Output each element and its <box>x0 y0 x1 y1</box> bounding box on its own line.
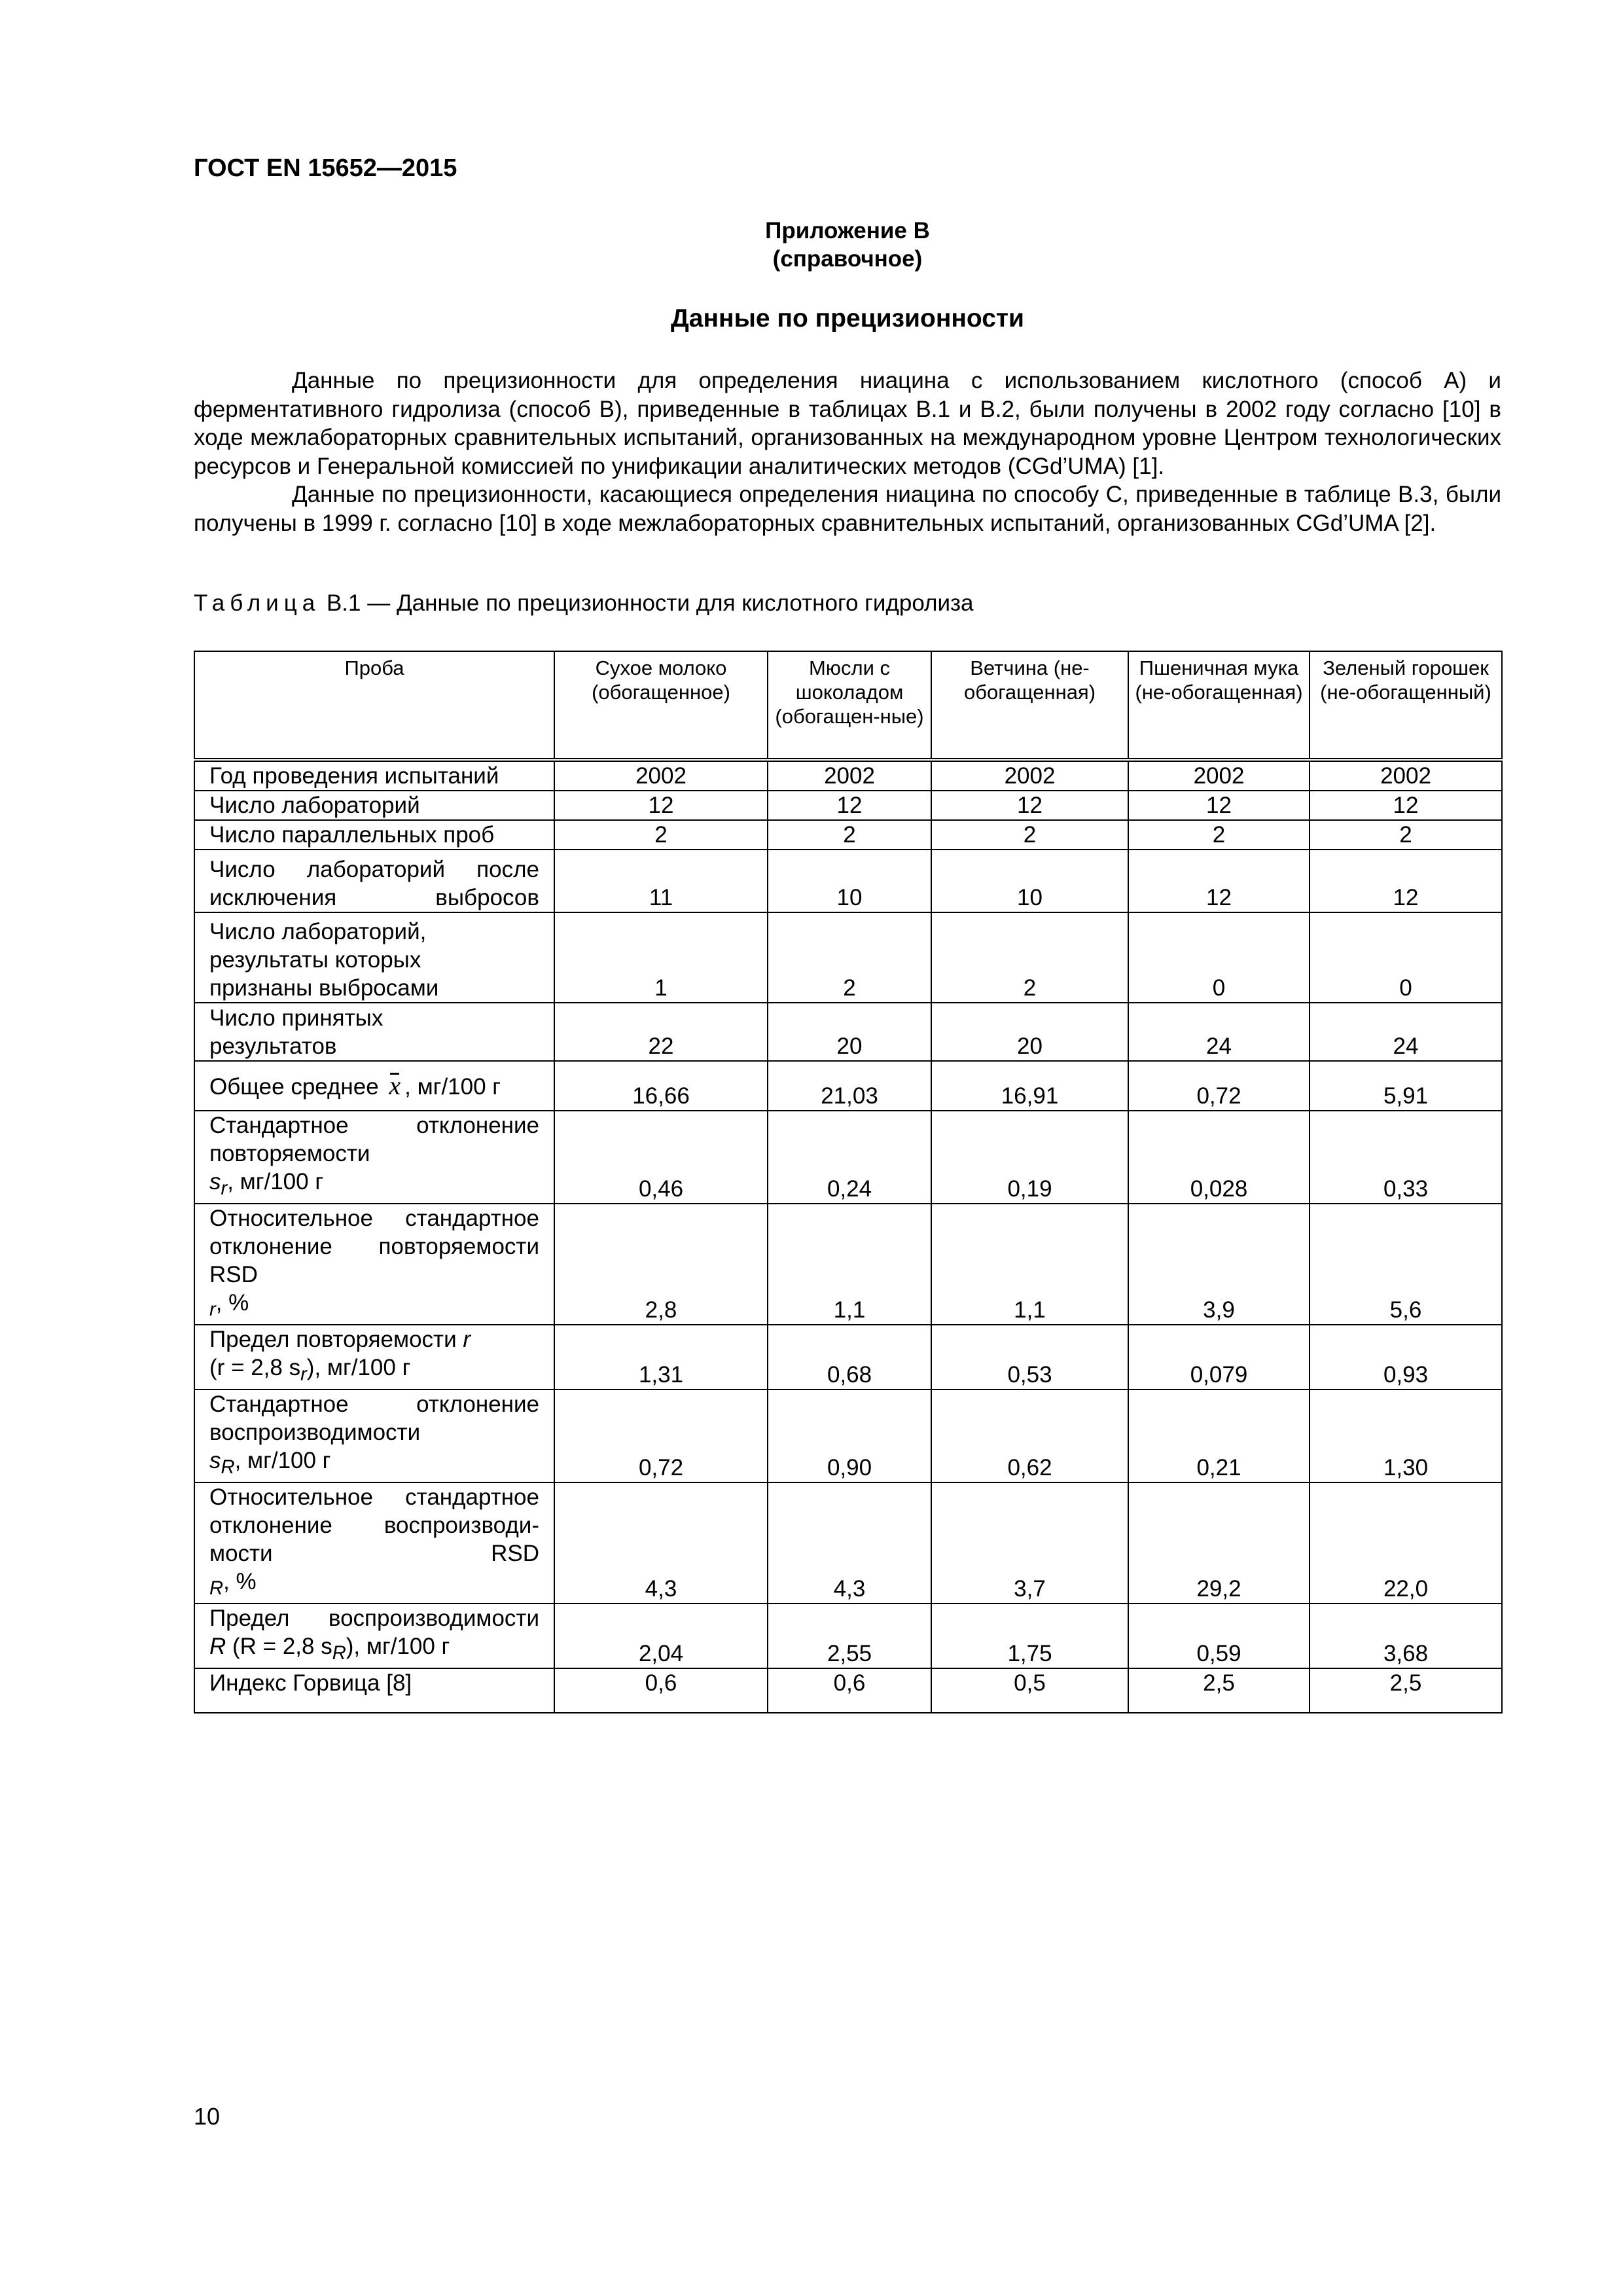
table-caption-text: В.1 — Данные по прецизионности для кислотного гидролиза <box>320 590 974 616</box>
cell: 0,53 <box>931 1325 1128 1390</box>
row-label-unit: , % <box>215 1290 249 1316</box>
table-row <box>194 1390 1502 1482</box>
cell: 0,33 <box>1310 1111 1502 1204</box>
cell: 16,91 <box>931 1061 1128 1111</box>
row-label-unit: ), мг/100 г <box>346 1634 450 1659</box>
section-title: Данные по прецизионности <box>670 304 1025 332</box>
cell: 2 <box>768 820 931 850</box>
cell: 0,24 <box>768 1111 931 1204</box>
symbol: r <box>463 1327 471 1352</box>
row-label-text: Относительное стандартное отклонение повторяемости RSD <box>209 1206 539 1287</box>
cell: 12 <box>1128 850 1310 912</box>
subscript: r <box>209 1299 216 1320</box>
table-row <box>194 850 1502 912</box>
cell: 3,68 <box>1310 1604 1502 1668</box>
cell: 24 <box>1128 1003 1310 1061</box>
cell: 1,75 <box>931 1604 1128 1668</box>
table-row <box>194 820 1502 850</box>
cell: 0,028 <box>1128 1111 1310 1204</box>
cell: 1,30 <box>1310 1390 1502 1482</box>
cell: 2002 <box>1310 760 1502 791</box>
paragraph-2: Данные по прецизионности, касающиеся определения ниацина по способу С, приведенные в таблице В.3, были получены в 1999 г. согласно [10] в ходе межлабораторных сравнительных испытаний, организованных CGd’UMA [2]. <box>194 482 1501 536</box>
table-caption <box>194 590 974 617</box>
cell: 2 <box>768 912 931 1003</box>
cell: 2002 <box>1128 760 1310 791</box>
cell: 20 <box>768 1003 931 1061</box>
cell: 2,8 <box>554 1204 768 1325</box>
cell: 5,91 <box>1310 1061 1502 1111</box>
cell: 12 <box>554 791 768 820</box>
cell: 3,9 <box>1128 1204 1310 1325</box>
cell: 12 <box>931 791 1128 820</box>
table-caption-prefix: Таблица <box>194 590 321 616</box>
row-label-text: Стандартное отклонение воспроизводимости <box>209 1391 539 1445</box>
cell: 0 <box>1128 912 1310 1003</box>
row-label <box>194 1325 554 1390</box>
subscript: r <box>221 1178 228 1199</box>
row-label-text: Относительное стандартное отклонение воспроизводи-мости RSD <box>209 1484 539 1566</box>
cell: 1,31 <box>554 1325 768 1390</box>
row-label-unit: ), мг/100 г <box>306 1355 411 1380</box>
table-row <box>194 760 1502 791</box>
table-row <box>194 912 1502 1003</box>
row-label-text: Предел воспроизводимости <box>209 1605 539 1631</box>
table-row <box>194 1111 1502 1204</box>
cell: 0 <box>1310 912 1502 1003</box>
cell: 0,6 <box>554 1668 768 1713</box>
cell: 29,2 <box>1128 1482 1310 1604</box>
cell: 22 <box>554 1003 768 1061</box>
row-label <box>194 1204 554 1325</box>
row-label <box>194 1604 554 1668</box>
header-dry-milk: Сухое молоко (обогащенное) <box>554 651 768 760</box>
cell: 1,1 <box>931 1204 1128 1325</box>
header-green-peas: Зеленый горошек (не-обогащенный) <box>1310 651 1502 760</box>
precision-table <box>194 651 1503 1713</box>
cell: 5,6 <box>1310 1204 1502 1325</box>
annex-subtitle: (справочное) <box>772 246 923 272</box>
cell: 1 <box>554 912 768 1003</box>
cell: 11 <box>554 850 768 912</box>
table-row <box>194 1325 1502 1390</box>
cell: 2,5 <box>1310 1668 1502 1713</box>
row-label-formula: (r = 2,8 s <box>209 1355 301 1380</box>
cell: 2002 <box>554 760 768 791</box>
cell: 0,90 <box>768 1390 931 1482</box>
row-label-unit: , % <box>223 1569 257 1594</box>
cell: 0,72 <box>554 1390 768 1482</box>
row-label: Число лабораторий <box>194 791 554 820</box>
row-label: Число параллельных проб <box>194 820 554 850</box>
symbol: s <box>209 1448 221 1473</box>
cell: 10 <box>931 850 1128 912</box>
cell: 0,62 <box>931 1390 1128 1482</box>
annex-title: Приложение В <box>765 218 930 243</box>
cell: 0,5 <box>931 1668 1128 1713</box>
cell: 0,93 <box>1310 1325 1502 1390</box>
row-label-text: Стандартное отклонение повторяемости <box>209 1113 539 1166</box>
cell: 2 <box>931 912 1128 1003</box>
cell: 4,3 <box>554 1482 768 1604</box>
page-number: 10 <box>194 2103 221 2130</box>
cell: 0,19 <box>931 1111 1128 1204</box>
row-label-formula: (R = 2,8 s <box>232 1634 332 1659</box>
header-ham: Ветчина (не-обогащенная) <box>931 651 1128 760</box>
document-header: ГОСТ EN 15652—2015 <box>194 154 457 182</box>
row-label-unit: , мг/100 г <box>227 1169 324 1194</box>
cell: 20 <box>931 1003 1128 1061</box>
table-row <box>194 1482 1502 1604</box>
cell: 0,46 <box>554 1111 768 1204</box>
row-label-text: Предел повторяемости <box>209 1327 457 1352</box>
header-muesli: Мюсли с шоколадом (обогащен-ные) <box>768 651 931 760</box>
cell: 0,6 <box>768 1668 931 1713</box>
cell: 2 <box>1310 820 1502 850</box>
cell: 1,1 <box>768 1204 931 1325</box>
cell: 2,5 <box>1128 1668 1310 1713</box>
cell: 0,21 <box>1128 1390 1310 1482</box>
cell: 2 <box>554 820 768 850</box>
table-row <box>194 1604 1502 1668</box>
row-label-unit: , мг/100 г <box>404 1073 501 1100</box>
row-label-text: Число лабораторий после исключения выбросов <box>209 857 539 910</box>
cell: 16,66 <box>554 1061 768 1111</box>
paragraph-1: Данные по прецизионности для определения ниацина с использованием кислотного (способ А) и ферментативного гидролиза (способ В), приведенные в таблицах В.1 и В.2, были получены в 2002 году согласно [10] в ходе межлабораторных сравнительных испытаний, организованных на международном уровне Центром технологических ресурсов и Генеральной комиссией по унификации аналитических методов (CGd’UMA) [1]. <box>194 368 1501 479</box>
cell: 0,72 <box>1128 1061 1310 1111</box>
subscript: R <box>221 1457 235 1478</box>
subscript: R <box>209 1578 224 1599</box>
cell: 2 <box>1128 820 1310 850</box>
cell: 12 <box>1310 850 1502 912</box>
header-wheat-flour: Пшеничная мука (не-обогащенная) <box>1128 651 1310 760</box>
row-label-text: Общее среднее <box>209 1073 379 1100</box>
row-label: Число лабораторий, результаты которых признаны выбросами <box>194 912 554 1003</box>
table-row <box>194 1668 1502 1713</box>
cell: 4,3 <box>768 1482 931 1604</box>
symbol: s <box>209 1169 221 1194</box>
row-label: Год проведения испытаний <box>194 760 554 791</box>
cell: 24 <box>1310 1003 1502 1061</box>
subscript: r <box>300 1364 307 1385</box>
cell: 3,7 <box>931 1482 1128 1604</box>
table-header-row <box>194 651 1502 760</box>
cell: 12 <box>1310 791 1502 820</box>
row-label <box>194 850 554 912</box>
cell: 12 <box>768 791 931 820</box>
cell: 10 <box>768 850 931 912</box>
row-label <box>194 1482 554 1604</box>
row-label <box>194 1061 554 1111</box>
cell: 2002 <box>931 760 1128 791</box>
row-label: Индекс Горвица [8] <box>194 1668 554 1713</box>
cell: 22,0 <box>1310 1482 1502 1604</box>
table-row <box>194 1204 1502 1325</box>
cell: 2,55 <box>768 1604 931 1668</box>
x-bar-symbol: x <box>385 1071 404 1100</box>
cell: 2,04 <box>554 1604 768 1668</box>
cell: 0,68 <box>768 1325 931 1390</box>
symbol: R <box>209 1634 226 1659</box>
row-label-unit: , мг/100 г <box>234 1448 331 1473</box>
cell: 12 <box>1128 791 1310 820</box>
row-label <box>194 1111 554 1204</box>
cell: 2 <box>931 820 1128 850</box>
row-label: Число принятых результатов <box>194 1003 554 1061</box>
row-label <box>194 1390 554 1482</box>
table-row <box>194 1003 1502 1061</box>
cell: 0,079 <box>1128 1325 1310 1390</box>
table-row <box>194 791 1502 820</box>
cell: 0,59 <box>1128 1604 1310 1668</box>
header-sample: Проба <box>194 651 554 760</box>
subscript: R <box>332 1643 346 1664</box>
table-row <box>194 1061 1502 1111</box>
cell: 21,03 <box>768 1061 931 1111</box>
cell: 2002 <box>768 760 931 791</box>
